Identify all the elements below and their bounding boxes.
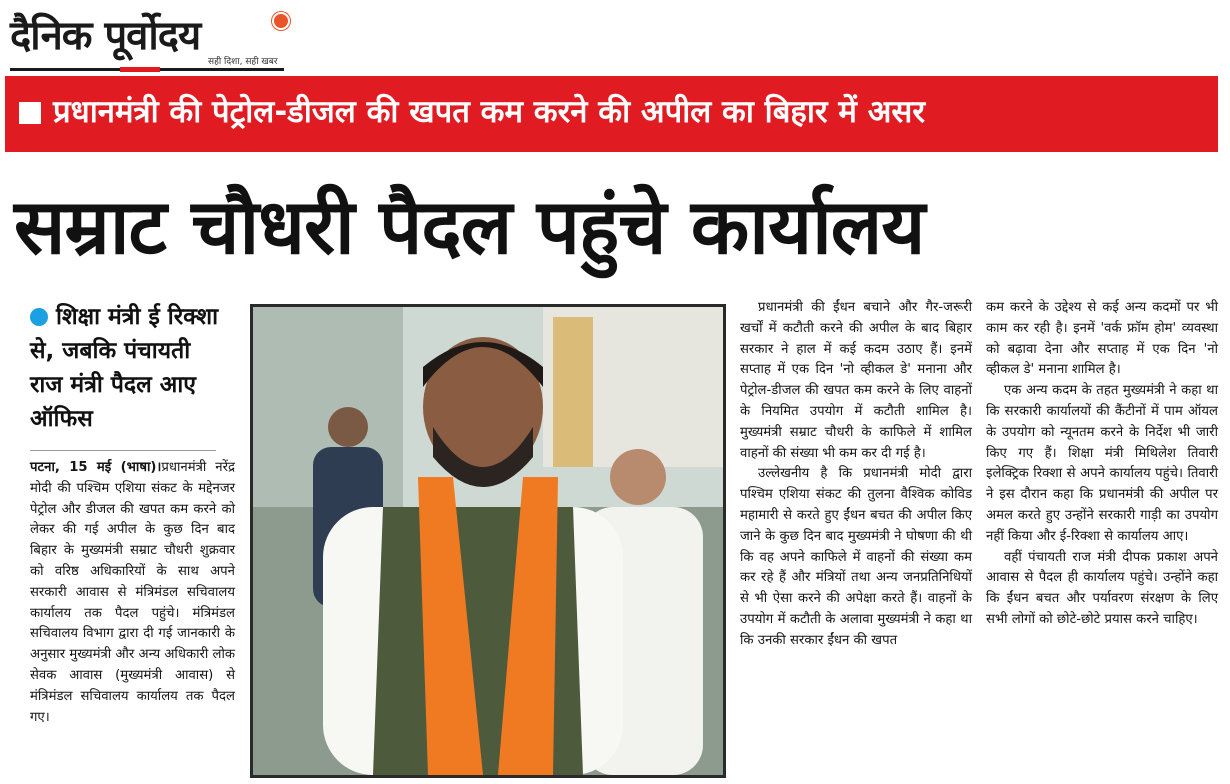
- masthead-logo-dot-icon: [272, 12, 290, 30]
- circle-bullet-icon: [30, 308, 48, 326]
- kicker-text: प्रधानमंत्री की पेट्रोल-डीजल की खपत कम करने की अपील का बिहार में असर: [53, 94, 926, 130]
- square-bullet-icon: [19, 102, 41, 124]
- article-col2-para-2: उल्लेखनीय है कि प्रधानमंत्री मोदी द्वारा पश्चिम एशिया संकट की तुलना वैश्विक कोविड महामारी से करते हुए ईंधन बचत की अपील किए जाने के कुछ दिन बाद मुख्यमंत्री ने घोषणा की थी कि वह अपने काफिले में वाहनों की संख्या कम कर रहे हैं और मंत्रियों तथा अन्य जनप्रतिनिधियों से भी ऐसा करने की अपेक्षा करते हैं। वाहनों के उपयोग में कटौती के अलावा मुख्यमंत्री ने कहा था कि उनकी सरकार ईंधन की खपत: [740, 466, 972, 648]
- news-photo: [250, 304, 726, 778]
- article-col3-para-3: वहीं पंचायती राज मंत्री दीपक प्रकाश अपने आवास से पैदल ही कार्यालय पहुंचे। उन्होंने कहा कि ईंधन बचत और पर्यावरण संरक्षण के लिए सभी लोगों को छोटे-छोटे प्रयास करने चाहिए।: [986, 549, 1218, 627]
- masthead-title: दैनिक पूर्वोदय: [10, 13, 201, 59]
- article-col3-para-1: कम करने के उद्देश्य से कई अन्य कदमों पर भी काम कर रही है। इनमें 'वर्क फ्रॉम होम' व्यवस्था को बढ़ावा देना और सप्ताह में एक दिन 'नो व्हीकल डे' मनाना शामिल है।: [986, 300, 1218, 378]
- article-col3-para-2: एक अन्य कदम के तहत मुख्यमंत्री ने कहा था कि सरकारी कार्यालयों की कैंटीनों में पाम ऑयल के उपयोग को न्यूनतम करने के निर्देश भी जारी किए गए हैं। शिक्षा मंत्री मिथिलेश तिवारी इलेक्ट्रिक रिक्शा से अपने कार्यालय पहुंचे। तिवारी ने इस दौरान कहा कि प्रधानमंत्री की अपील पर अमल करते हुए उन्होंने सरकारी गाड़ी का उपयोग नहीं किया और ई-रिक्शा से कार्यालय आए।: [986, 383, 1218, 544]
- subhead: [30, 300, 230, 436]
- article-col2-para-1: प्रधानमंत्री की ईंधन बचाने और गैर-जरूरी खर्चों में कटौती करने की अपील के बाद बिहार सरकार ने हाल में कई कदम उठाए हैं। इनमें सप्ताह में एक दिन 'नो व्हीकल डे' मनाना और पेट्रोल-डीजल की खपत कम करने के लिए वाहनों के नियमित उपयोग में कटौती शामिल है। मुख्यमंत्री सम्राट चौधरी के काफिले में शामिल वाहनों की संख्या भी कम कर दी गई है।: [740, 300, 972, 461]
- kicker-banner: [5, 76, 1218, 152]
- article-col1-text: प्रधानमंत्री नरेंद्र मोदी की पश्चिम एशिया संकट के मद्देनजर पेट्रोल और डीजल की खपत कम करने को लेकर की गई अपील के कुछ दिन बाद बिहार के मुख्यमंत्री सम्राट चौधरी शुक्रवार को वरिष्ठ अधिकारियों के साथ अपने सरकारी आवास से मंत्रिमंडल सचिवालय कार्यालय तक पैदल पहुंचे। मंत्रिमंडल सचिवालय विभाग द्वारा दी गई जानकारी के अनुसार मुख्यमंत्री और अन्य अधिकारी लोक सेवक आवास (मुख्यमंत्री आवास) से मंत्रिमंडल सचिवालय कार्यालय तक पैदल गए।: [30, 460, 235, 725]
- dateline: पटना, 15 मई (भाषा)।: [30, 460, 162, 475]
- subhead-text: शिक्षा मंत्री ई रिक्शा से, जबकि पंचायती राज मंत्री पैदल आए ऑफिस: [30, 304, 219, 432]
- article-column-3: [986, 298, 1218, 631]
- article-column-1: [30, 458, 235, 728]
- masthead-tagline: सही दिशा, सही खबर: [208, 57, 278, 67]
- photo-image: [253, 307, 723, 775]
- article-column-2: [740, 298, 972, 652]
- headline: सम्राट चौधरी पैदल पहुंचे कार्यालय: [14, 182, 925, 271]
- masthead-rule-accent: [120, 67, 160, 72]
- masthead: [10, 4, 300, 72]
- subhead-divider: [30, 450, 216, 451]
